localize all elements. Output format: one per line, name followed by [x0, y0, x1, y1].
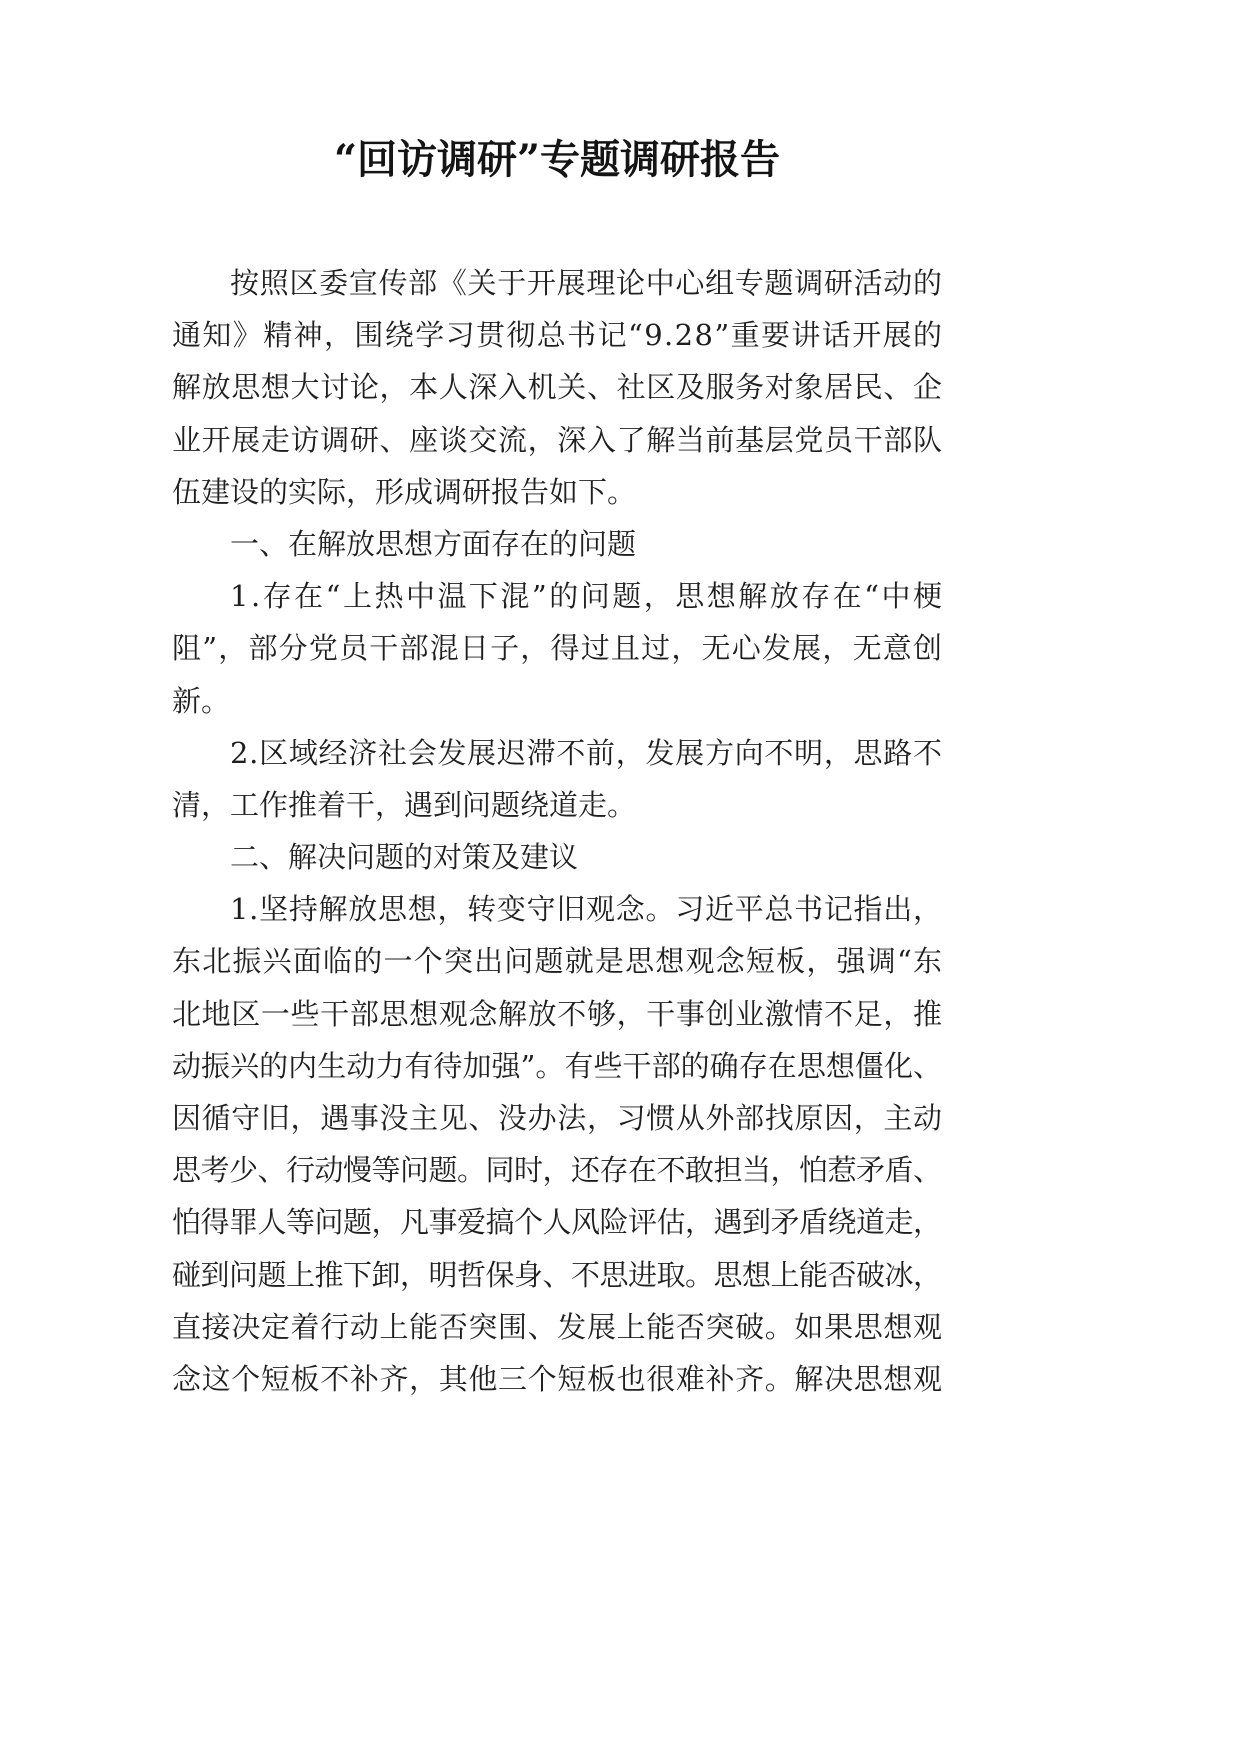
- text-line: 动振兴的内生动力有待加强”。有些干部的确存在思想僵化、: [172, 1048, 943, 1083]
- section-heading: 二、解决问题的对策及建议: [230, 840, 579, 875]
- text-line: 因循守旧，遇事没主见、没办法，习惯从外部找原因，主动: [172, 1101, 943, 1135]
- text-line: 清，工作推着干，遇到问题绕道走。: [172, 787, 637, 822]
- text-line: 怕得罪人等问题，凡事爱搞个人风险评估，遇到矛盾绕道走，: [172, 1205, 942, 1240]
- text-line: 直接决定着行动上能否突围、发展上能否突破。如果思想观: [172, 1309, 943, 1344]
- text-line: 新。: [172, 683, 231, 718]
- document-title: “回访调研”专题调研报告: [333, 136, 780, 183]
- text-line: 东北振兴面临的一个突出问题就是思想观念短板，强调“东: [172, 944, 944, 979]
- section-heading: 一、在解放思想方面存在的问题: [230, 526, 637, 561]
- text-line: 2.区域经济社会发展迟滞不前，发展方向不明，思路不: [230, 735, 943, 770]
- document-body: [172, 257, 945, 1405]
- text-line: 1.存在“上热中温下混”的问题，思想解放存在“中梗: [230, 579, 945, 614]
- text-line: 伍建设的实际，形成调研报告如下。: [172, 474, 637, 509]
- paragraph-item-1-2: [172, 727, 942, 831]
- text-line: 按照区委宣传部《关于开展理论中心组专题调研活动的: [230, 266, 943, 300]
- text-line: 碰到问题上推下卸，明哲保身、不思进取。思想上能否破冰，: [172, 1257, 942, 1292]
- paragraph-item-2-1: [172, 883, 942, 1405]
- text-line: 思考少、行动慢等问题。同时，还存在不敢担当，怕惹矛盾、: [172, 1153, 942, 1188]
- text-line: 通知》精神，围绕学习贯彻总书记“9.28”重要讲话开展的: [172, 318, 944, 353]
- text-line: 1.坚持解放思想，转变守旧观念。习近平总书记指出，: [230, 892, 943, 927]
- paragraph-intro: [172, 257, 942, 518]
- paragraph-item-1-1: [172, 570, 945, 727]
- text-line: 业开展走访调研、座谈交流，深入了解当前基层党员干部队: [172, 422, 943, 457]
- text-line: 念这个短板不补齐，其他三个短板也很难补齐。解决思想观: [172, 1361, 943, 1396]
- text-line: 解放思想大讨论，本人深入机关、社区及服务对象居民、企: [172, 370, 943, 405]
- text-line: 阻”，部分党员干部混日子，得过且过，无心发展，无意创: [172, 631, 944, 666]
- text-line: 北地区一些干部思想观念解放不够，干事创业激情不足，推: [172, 996, 943, 1031]
